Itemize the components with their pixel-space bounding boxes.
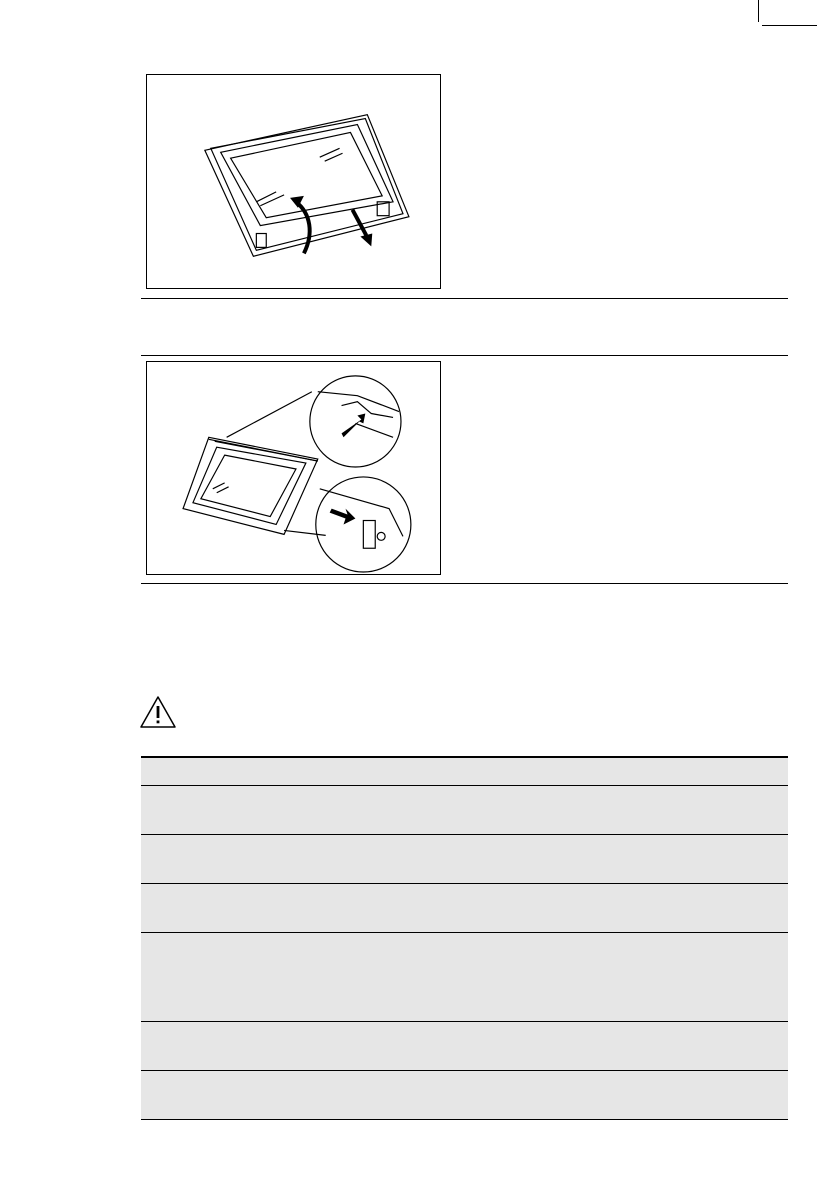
crop-mark-horizontal (762, 25, 817, 26)
door-glass-install-illustration (147, 362, 440, 574)
table-row (141, 835, 788, 884)
warning-triangle-icon (139, 695, 177, 729)
table-row (141, 1022, 788, 1071)
door-glass-removal-figure (146, 74, 441, 289)
table-row (141, 1071, 788, 1120)
door-glass-removal-illustration (147, 75, 440, 288)
troubleshooting-table (141, 756, 788, 1120)
section-divider (141, 298, 788, 299)
table-header-row (141, 758, 788, 786)
crop-mark-vertical (758, 0, 759, 22)
table-row (141, 786, 788, 835)
section-divider (141, 583, 788, 584)
section-divider (141, 355, 788, 356)
table-row (141, 884, 788, 933)
door-glass-install-figure (146, 361, 441, 575)
table-row (141, 933, 788, 1022)
